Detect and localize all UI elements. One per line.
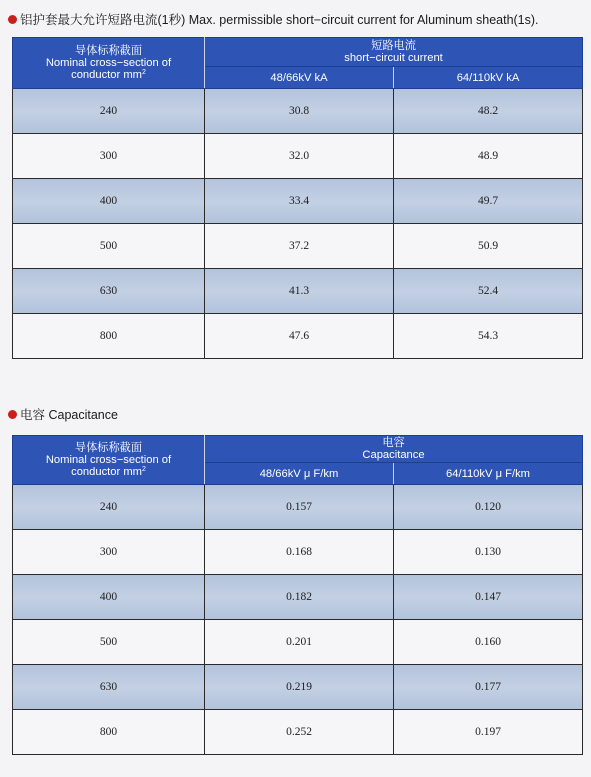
cell-cross-section: 630 (13, 665, 205, 710)
cell-48-66kv: 0.219 (205, 665, 394, 710)
table-row (13, 269, 583, 314)
section-title-text: 电容 Capacitance (20, 408, 118, 422)
table-row (13, 224, 583, 269)
cell-64-110kv: 0.130 (394, 530, 583, 575)
cell-cross-section: 630 (13, 269, 205, 314)
cell-cross-section: 400 (13, 179, 205, 224)
column-header-64-110kv: 64/110kV μ F/km (394, 463, 583, 485)
table-row (13, 314, 583, 359)
cell-64-110kv: 0.177 (394, 665, 583, 710)
cell-cross-section: 240 (13, 485, 205, 530)
cell-cross-section: 240 (13, 89, 205, 134)
table-row (13, 665, 583, 710)
cell-48-66kv: 0.157 (205, 485, 394, 530)
bullet-icon (8, 410, 17, 419)
bullet-icon (8, 15, 17, 24)
cell-64-110kv: 54.3 (394, 314, 583, 359)
group-header-en: short−circuit current (344, 52, 443, 64)
group-header-en: Capacitance (362, 449, 425, 461)
table-row (13, 179, 583, 224)
cell-48-66kv: 41.3 (205, 269, 394, 314)
cell-64-110kv: 48.2 (394, 89, 583, 134)
cell-cross-section: 300 (13, 134, 205, 179)
header-zh-text: 导体标称截面 (74, 45, 143, 57)
cell-48-66kv: 33.4 (205, 179, 394, 224)
cell-48-66kv: 0.182 (205, 575, 394, 620)
table-row (13, 710, 583, 755)
table-row (13, 485, 583, 530)
table-row (13, 134, 583, 179)
column-header-64-110kv: 64/110kV kA (394, 67, 583, 89)
table-row (13, 620, 583, 665)
section-title-short-circuit (8, 10, 539, 28)
column-header-cross-section (13, 436, 205, 485)
short-circuit-table (12, 37, 582, 359)
cell-cross-section: 400 (13, 575, 205, 620)
cell-48-66kv: 30.8 (205, 89, 394, 134)
column-header-48-66kv: 48/66kV kA (205, 67, 394, 89)
group-header-zh: 短路电流 (371, 40, 416, 52)
header-en-line2: conductor $mm^2$ (71, 69, 146, 81)
cell-64-110kv: 0.147 (394, 575, 583, 620)
column-header-cross-section (13, 38, 205, 89)
column-group-header-capacitance (205, 436, 583, 463)
cell-48-66kv: 0.201 (205, 620, 394, 665)
header-en-line1: Nominal cross−section of (45, 454, 172, 466)
header-zh-text: 导体标称截面 (74, 442, 143, 454)
cell-48-66kv: 0.252 (205, 710, 394, 755)
section-title-text: 铝护套最大允许短路电流(1秒) Max. permissible short−circuit current for Aluminum sheath(1s). (20, 13, 539, 27)
capacitance-table (12, 435, 582, 755)
cell-64-110kv: 49.7 (394, 179, 583, 224)
cell-cross-section: 800 (13, 710, 205, 755)
group-header-zh: 电容 (382, 437, 405, 449)
table-row (13, 575, 583, 620)
cell-64-110kv: 52.4 (394, 269, 583, 314)
cell-cross-section: 800 (13, 314, 205, 359)
cell-64-110kv: 0.197 (394, 710, 583, 755)
header-en-line1: Nominal cross−section of (45, 57, 172, 69)
cell-48-66kv: 37.2 (205, 224, 394, 269)
column-header-48-66kv: 48/66kV μ F/km (205, 463, 394, 485)
cell-64-110kv: 0.160 (394, 620, 583, 665)
table-row (13, 530, 583, 575)
cell-48-66kv: 0.168 (205, 530, 394, 575)
cell-cross-section: 300 (13, 530, 205, 575)
cell-48-66kv: 47.6 (205, 314, 394, 359)
cell-64-110kv: 50.9 (394, 224, 583, 269)
column-group-header-short-circuit (205, 38, 583, 67)
cell-cross-section: 500 (13, 224, 205, 269)
cell-48-66kv: 32.0 (205, 134, 394, 179)
section-title-capacitance (8, 405, 118, 423)
cell-cross-section: 500 (13, 620, 205, 665)
table-row (13, 89, 583, 134)
header-en-line2: conductor $mm^2$ (71, 466, 146, 478)
cell-64-110kv: 48.9 (394, 134, 583, 179)
cell-64-110kv: 0.120 (394, 485, 583, 530)
